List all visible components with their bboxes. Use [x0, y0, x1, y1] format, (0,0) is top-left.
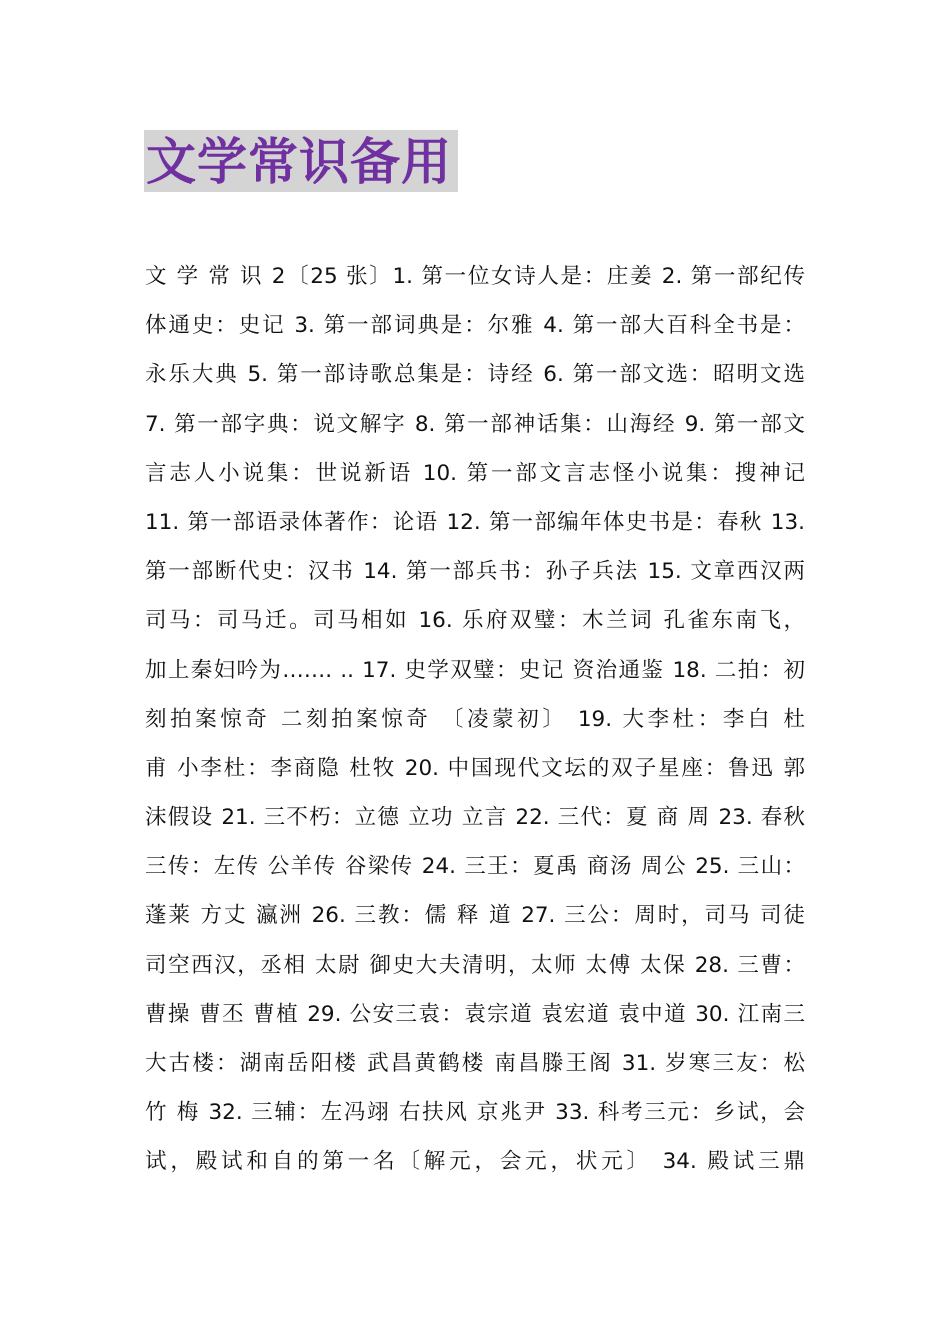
body-line: 试，殿试和自的第一名〔解元，会元，状元〕 34. 殿试三鼎 — [145, 1149, 805, 1175]
document-body — [145, 252, 805, 1187]
body-line: 三传：左传 公羊传 谷梁传 24. 三王：夏禹 商汤 周公 25. 三山： — [145, 854, 805, 880]
body-line: 11. 第一部语录体著作：论语 12. 第一部编年体史书是：春秋 13. — [145, 509, 805, 535]
body-line: 第一部断代史：汉书 14. 第一部兵书：孙子兵法 15. 文章西汉两 — [145, 559, 805, 585]
body-line: 沫假设 21. 三不朽：立德 立功 立言 22. 三代：夏 商 周 23. 春秋 — [145, 805, 805, 831]
body-line: 蓬莱 方丈 瀛洲 26. 三教：儒 释 道 27. 三公：周时，司马 司徒 — [145, 903, 805, 929]
body-line: 刻拍案惊奇 二刻拍案惊奇 〔凌蒙初〕 19. 大李杜：李白 杜 — [145, 706, 805, 732]
body-line: 7. 第一部字典：说文解字 8. 第一部神话集：山海经 9. 第一部文 — [145, 411, 805, 437]
document-title: 文学常识备用 — [144, 130, 458, 192]
body-line: 甫 小李杜：李商隐 杜牧 20. 中国现代文坛的双子星座：鲁迅 郭 — [145, 755, 805, 781]
body-line: 司空西汉，丞相 太尉 御史大夫清明，太师 太傅 太保 28. 三曹： — [145, 952, 805, 978]
body-line: 文 学 常 识 2〔25 张〕1. 第一位女诗人是：庄姜 2. 第一部纪传 — [145, 264, 805, 289]
body-line: 永乐大典 5. 第一部诗歌总集是：诗经 6. 第一部文选：昭明文选 — [145, 362, 805, 388]
body-line: 体通史：史记 3. 第一部词典是：尔雅 4. 第一部大百科全书是： — [145, 313, 805, 339]
body-line: 司马：司马迁。司马相如 16. 乐府双璧：木兰词 孔雀东南飞， — [145, 608, 805, 634]
body-line: 曹操 曹丕 曹植 29. 公安三袁：袁宗道 袁宏道 袁中道 30. 江南三 — [145, 1001, 805, 1027]
body-line: 言志人小说集：世说新语 10. 第一部文言志怪小说集：搜神记 — [145, 460, 805, 486]
body-line: 加上秦妇吟为……. .. 17. 史学双璧：史记 资治通鉴 18. 二拍：初 — [145, 657, 805, 683]
body-line: 大古楼：湖南岳阳楼 武昌黄鹤楼 南昌滕王阁 31. 岁寒三友：松 — [145, 1051, 805, 1076]
body-line: 竹 梅 32. 三辅：左冯翊 右扶风 京兆尹 33. 科考三元：乡试，会 — [145, 1100, 805, 1126]
